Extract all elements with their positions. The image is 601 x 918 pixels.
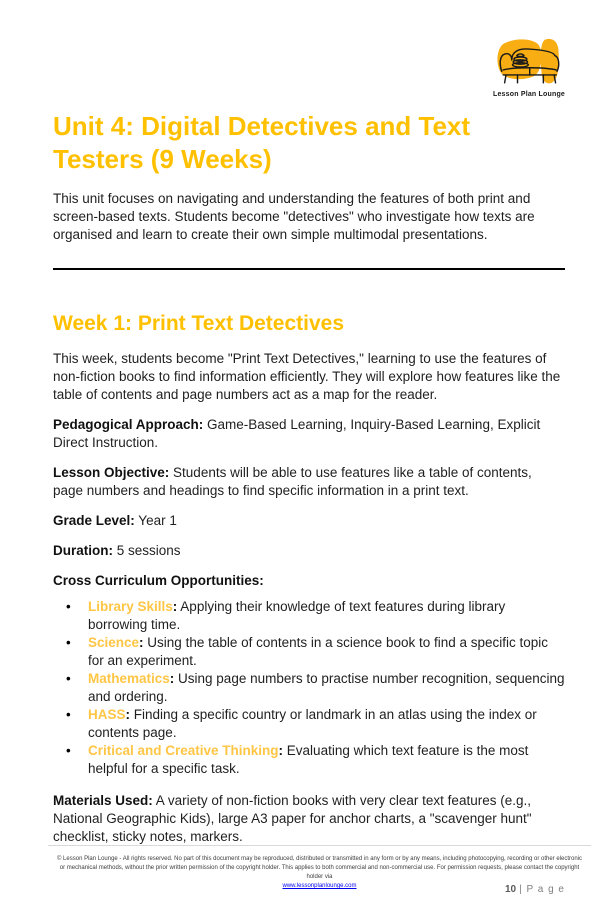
field-value: A variety of non-fiction books with very clear text features (e.g., National Geographic Kids), large A3 paper for anchor charts, a "scavenger hunt" checklist, sticky notes, markers. (53, 793, 532, 844)
bullet-separator: : (169, 671, 175, 686)
field-lesson-objective (53, 464, 565, 500)
list-item-science (66, 634, 565, 670)
bullet-text: Evaluating which text feature is the most helpful for a specific task. (88, 743, 529, 776)
field-duration (53, 542, 565, 560)
list-item-critical-creative-thinking (66, 742, 565, 778)
bullet-separator: : (125, 707, 131, 722)
field-label: Duration: (53, 543, 113, 558)
bullet-keyword: Mathematics (88, 671, 170, 686)
field-value: Students will be able to use features like a table of contents, page numbers and headings to find specific information in a print text. (53, 465, 532, 498)
field-label: Lesson Objective: (53, 465, 170, 480)
page-number-value: 10 (504, 884, 517, 895)
unit-intro-paragraph: This unit focuses on navigating and understanding the features of both print and screen-based texts. Students become "detectives" who investigate how texts are organised and learn to create their own simple multimodal presentations. (53, 191, 535, 242)
field-label: Cross Curriculum Opportunities: (53, 573, 264, 588)
logo-caption: Lesson Plan Lounge (492, 91, 566, 98)
week-heading: Week 1: Print Text Detectives (53, 312, 345, 335)
page-word: | P a g e (519, 884, 565, 895)
bullet-text: Using page numbers to practise number recognition, sequencing and ordering. (88, 671, 565, 704)
bullet-keyword: Science (88, 635, 140, 650)
document-content (53, 0, 565, 846)
field-value: 5 sessions (113, 543, 181, 558)
copyright-paragraph: © Lesson Plan Lounge - All rights reserved. No part of this document may be reproduced, distributed or transmitted in any form or by any means, including photocopying, recording or other electronic or mechanical methods, without the prior written permission of the copyright holder. This applies to both commercial and non-commercial use. For permission requests, please contact the copyright holder via (56, 856, 583, 880)
field-value: Year 1 (134, 513, 177, 528)
field-pedagogical-approach (53, 416, 565, 452)
bullet-separator: : (278, 743, 284, 758)
bullet-keyword: Library Skills (88, 599, 173, 614)
bullet-text: Using the table of contents in a science book to find a specific topic for an experiment. (88, 635, 549, 668)
cross-curriculum-list (53, 598, 565, 778)
field-value: Game-Based Learning, Inquiry-Based Learning, Explicit Direct Instruction. (53, 417, 541, 450)
bullet-keyword: HASS (88, 707, 126, 722)
page-number (505, 884, 565, 895)
field-label: Materials Used: (53, 793, 153, 808)
bullet-separator: : (172, 599, 178, 614)
field-cross-curriculum-heading (53, 572, 565, 590)
list-item-library-skills (66, 598, 565, 634)
list-item-hass (66, 706, 565, 742)
field-grade-level (53, 512, 565, 530)
bullet-text: Finding a specific country or landmark in an atlas using the index or contents page. (88, 707, 537, 740)
bullet-text: Applying their knowledge of text features during library borrowing time. (88, 599, 506, 632)
week-intro-paragraph: This week, students become "Print Text Detectives," learning to use the features of non-fiction books to find information efficiently. They will explore how features like the table of contents and page numbers act as a map for the reader. (53, 351, 561, 402)
bullet-separator: : (139, 635, 144, 650)
field-label: Pedagogical Approach: (53, 417, 204, 432)
unit-title: Unit 4: Digital Detectives and Text Testers (9 Weeks) (53, 111, 471, 174)
section-divider (53, 268, 565, 270)
field-label: Grade Level: (53, 513, 135, 528)
list-item-mathematics (66, 670, 565, 706)
website-link[interactable]: www.lessonplanlounge.com (282, 883, 357, 889)
field-materials-used (53, 792, 565, 846)
bullet-keyword: Critical and Creative Thinking (88, 743, 279, 758)
